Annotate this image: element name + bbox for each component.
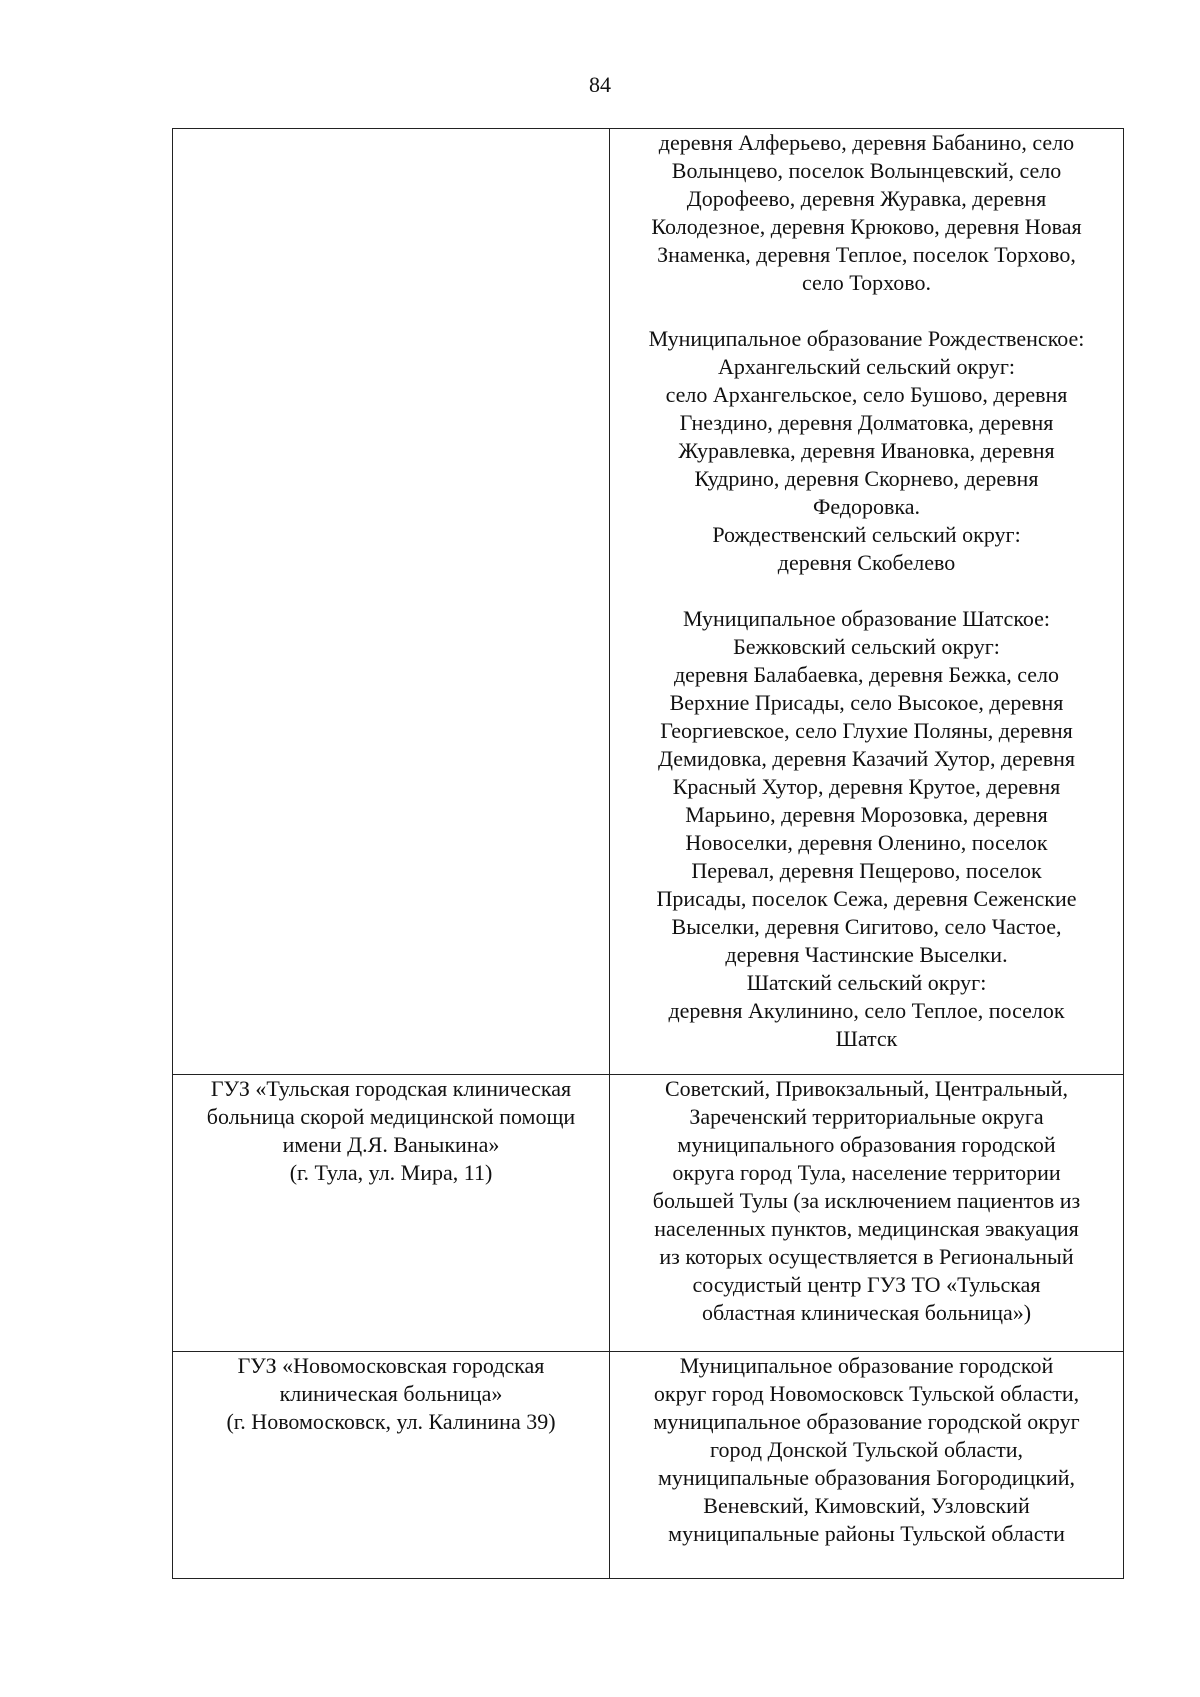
table-row bbox=[173, 1075, 1124, 1352]
district-heading: Бежковский сельский округ: bbox=[733, 634, 1000, 659]
table-row bbox=[173, 1352, 1124, 1579]
settlement-list: деревня Балабаевка, деревня Бежка, село Верхние Присады, село Высокое, деревня Георгиевское, село Глухие Поляны, деревня Демидовка, деревня Казачий Хутор, деревня Красный Хутор, деревня Крутое, деревня Марьино, деревня Морозовка, деревня Новоселки, деревня Оленино, поселок Перевал, деревня Пещерово, поселок Присады, поселок Сежа, деревня Сеженские Выселки, деревня Сигитово, село Частое, деревня Частинские Выселки. bbox=[656, 662, 1077, 967]
district-heading: Рождественский сельский округ: bbox=[712, 522, 1021, 547]
settlement-list: деревня Акулинино, село Теплое, поселок Шатск bbox=[668, 998, 1065, 1051]
institution-name: ГУЗ «Тульская городская клиническая больница скорой медицинской помощи имени Д.Я. Ваныкина» bbox=[206, 1076, 576, 1157]
service-area-cell bbox=[610, 1352, 1124, 1579]
district-heading: Шатский сельский округ: bbox=[746, 970, 987, 995]
table-row bbox=[173, 129, 1124, 1075]
service-area-cell bbox=[610, 1075, 1124, 1352]
institution-cell bbox=[173, 129, 610, 1075]
district-heading: Архангельский сельский округ: bbox=[718, 354, 1015, 379]
service-area-text: Советский, Привокзальный, Центральный, Зареченский территориальные округа муниципального образования городской округа город Тула, население территории большей Тулы (за исключением пациентов из населенных пунктов, медицинская эвакуация из которых осуществляется в Региональный сосудистый центр ГУЗ ТО «Тульская областная клиническая больница») bbox=[652, 1076, 1081, 1325]
institution-address: (г. Новомосковск, ул. Калинина 39) bbox=[226, 1409, 556, 1434]
service-area-text: Муниципальное образование городской округ город Новомосковск Тульской области, муниципальное образование городской округ город Донской Тульской области, муниципальные образования Богородицкий, Веневский, Кимовский, Узловский муниципальные районы Тульской области bbox=[653, 1353, 1080, 1546]
municipality-heading: Муниципальное образование Рождественское: bbox=[648, 326, 1085, 351]
institution-address: (г. Тула, ул. Мира, 11) bbox=[289, 1160, 493, 1185]
assignment-table bbox=[172, 128, 1124, 1579]
page-number: 84 bbox=[589, 72, 611, 97]
settlement-list: деревня Скобелево bbox=[777, 550, 956, 575]
institution-cell bbox=[173, 1075, 610, 1352]
municipality-heading: Муниципальное образование Шатское: bbox=[682, 606, 1051, 631]
service-area-cell bbox=[610, 129, 1124, 1075]
settlement-list: село Архангельское, село Бушово, деревня Гнездино, деревня Долматовка, деревня Журавлевка, деревня Ивановка, деревня Кудрино, деревня Скорнево, деревня Федоровка. bbox=[665, 382, 1068, 519]
institution-name: ГУЗ «Новомосковская городская клиническая больница» bbox=[237, 1353, 545, 1406]
settlement-list: деревня Алферьево, деревня Бабанино, село Волынцево, поселок Волынцевский, село Дорофеево, деревня Журавка, деревня Колодезное, деревня Крюково, деревня Новая Знаменка, деревня Теплое, поселок Торхово, село Торхово. bbox=[651, 130, 1082, 295]
institution-cell bbox=[173, 1352, 610, 1579]
